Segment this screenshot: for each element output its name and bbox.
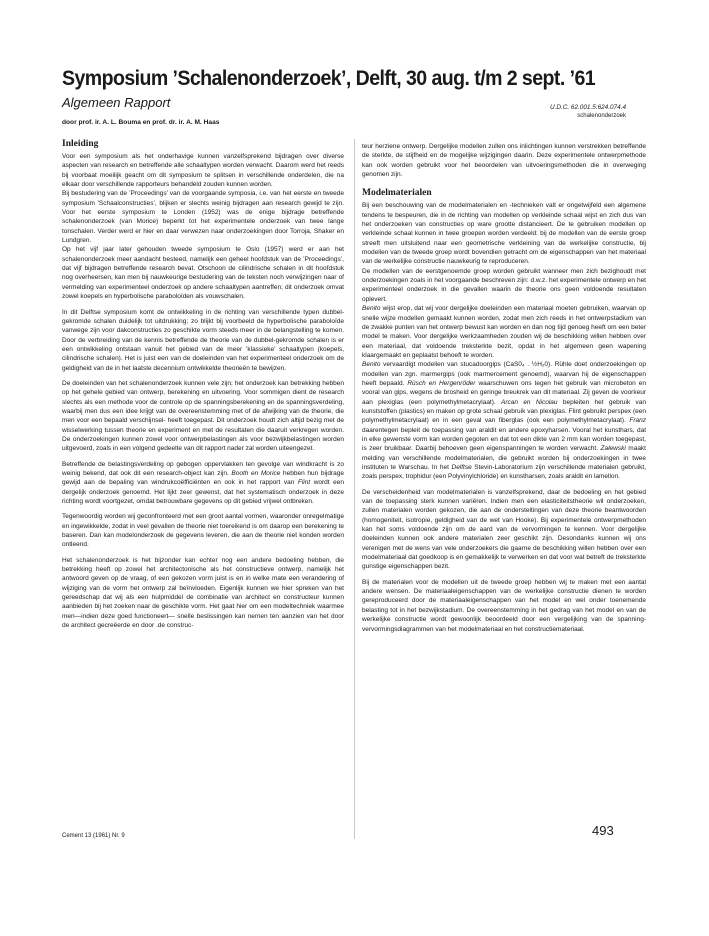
text-run: Betreffende de belastingsverdeling op gebogen oppervlakken ten gevolge van windkracht is zo weinig bekend, dat ook dit een research-object kan zijn. <box>62 460 344 477</box>
paragraph: De modellen van de eerstgenoemde groep worden gebruikt wanneer men zich bezighoudt met onderzoekingen zoals in het voorgaande beschreven zijn: d.w.z. het experimentele ontwerp en het experimenteel onderzoek in die gevallen waarin de theorie ons geen voldoende resultaten oplevert. <box>362 267 646 303</box>
paragraph <box>362 360 646 481</box>
text-run: wijst erop, dat wij voor dergelijke doeleinden een materiaal moeten gebruiken, waarvan op snelle wijze modellen gemaakt kunnen worden, zodat men zich reeds in het ontwerpstadium van de zwakke punten van het ontwerp bewust kan worden en dan nog tijd genoeg heeft om een beter model te maken. Voor dergelijke werkzaamheden zouden wij de beschikking willen hebben over een materiaal, dat voldoende treksterkte bezit, opdat in het algemeen geen wapening klaargemaakt en geplaatst behoeft te worden. <box>362 305 646 359</box>
paragraph: Op het vijf jaar later gehouden tweede symposium te Oslo (1957) werd er aan het schalenonderzoek meer aandacht besteed, namelijk een geheel hoofdstuk van de ’Proceedings’, dat vijf bijdragen betreffende research bevat. Otschoon de cilindrische schalen in dit hoofdstuk nog overheersen, kan men bij nauwkeurige bestudering van de teksten noch verwijzingen naar of vermelding van experimenteel onderzoek op andere schaaltypen aantreffen; dit onderzoek omvat zowel koepels en hyperbolische paraboloïden als vouwschalen. <box>62 246 344 301</box>
author-citation: Zalewski <box>600 445 626 453</box>
udc-subject: schalenonderzoek <box>577 113 626 119</box>
author-citation: Booth en Morice <box>231 470 281 477</box>
paragraph <box>62 460 344 507</box>
page-number: 493 <box>592 823 614 838</box>
text-run: bepleiten het gebruik van kunststoffen (plastics) en maken op grote schaal gebruik van plexiglas. Flint gebruikt perspex (een polymethylmetacrylaat) en in een geval van fiberglas (ook een polymethylmetacrylaat). <box>362 398 647 425</box>
right-column <box>362 142 646 640</box>
text-run: vervaardigt modellen van stucadoorgips (CaS0₄ . ½H₂0). Rühle doet onderzoekingen op modellen van zgn. marmergips (ook marmercement genoemd), waarvan hij de eigenschappen heeft bepaald. <box>362 361 646 387</box>
paragraph: Bij de materialen voor de modellen uit de tweede groep hebben wij te maken met een aantal andere wensen. De materiaaleigenschappen van de werkelijke constructie dienen te worden gereproduceerd door de materiaaleigenschappen van het model en wel onder toenemende belasting tot in het bezwijkstadium. De overeenstemming in het gedrag van het model en van de werkelijke constructie wordt gewoonlijk beoordeeld door een vergelijking van de spanning-vervormingsdiagrammen van het modelmateriaal en het constructiemateriaal. <box>362 578 646 633</box>
author-citation: Benito <box>362 361 381 369</box>
text-run: maakt melding van verschillende modelmaterialen, die gebruikt worden bij onderzoekingen in twee instituten te Warschau. In het <box>362 445 646 471</box>
journal-footer: Cement 13 (1961) Nr. 9 <box>62 833 125 839</box>
paragraph: De verscheidenheid van modelmaterialen is vanzelfsprekend, daar de bedoeling en het gebied van de toepassing sterk kunnen variëren. Indien men een elasticiteitstheorie wil onderzoeken, zullen materialen worden gekozen, die aan de ondersteltingen van deze theorie beantwoorden (homogeniteit, isotropie, geldigheid van de wet van Hooke). Bij experimentele ontwerpmethoden kan het soms voldoende zijn om de aard van de vervormingen te kennen. Voor dergelijke doeleinden kunnen ook andere materialen zeer geschikt zijn. Desondanks kunnen wij ons verenigen met de wens van vele onderzoekers die gaarne de beschikking willen hebben over een modelmateriaal dat goedkoop is en gemakkelijk te verwerken en dat voor wat betreft de treksterkte gunstige eigenschappen bezit. <box>362 488 646 571</box>
paragraph: Bij bestudering van de ’Proceedings’ van de voorgaande symposia, i.e. van het eerste en tweede symposium ’Schaalconstructies’, blijken er slechts weinig bijdragen aan research gewijd te zijn. Voor het eerste symposium te Londen (1952) was de enige bijdrage betreffende schalenonderzoek (van Morice) beperkt tot het experimentele onderzoek van twee lange tonschalen. Verder werd er hier en daar verwezen naar onderzoekingen door Torroja, Shaker en Lundgren. <box>62 190 344 245</box>
udc-code: U.D.C. 62.001.5:624.074.4 <box>549 104 626 111</box>
author-citation: Franz <box>629 417 646 425</box>
article-subtitle: Algemeen Rapport <box>62 95 171 110</box>
author-citation: Flint <box>297 479 311 487</box>
authors-line: door prof. ir. A. L. Bouma en prof. dr. ir. A. M. Haas <box>62 119 220 126</box>
paragraph: Voor een symposium als het onderhavige kunnen vanzelfsprekend bijdragen over diverse aspecten van research en betreffende alle schaaltypen worden verwacht. Daarom werd het reeds bij voorbaat moeilijk geacht om dit symposium te splitsen in verschillende onderdelen, die na elkaar door verschillende rapporteurs behandeld zouden kunnen worden. <box>62 153 344 189</box>
paragraph: teur herziene ontwerp. Dergelijke modellen zullen ons inlichtingen kunnen verstrekken betreffende de sterkte, de stijfheid en de mogelijke wijzigingen daarin. Deze experimentele ontwerpmethode kan ook worden gebruikt voor het beoordelen van uitvoeringsmethoden die in overweging genomen zijn. <box>362 143 646 179</box>
text-run: daarentegen bepleit de toepassing van araldit en andere epoxyharsen. Vooral het kunsthars, dat in elke gewenste vorm kan worden gegoten en dat tot een dikte van 2 mm kan worden toegepast, is zeer bruikbaar. Daarbij behoeven geen eigenspanningen te worden verwacht. <box>362 426 646 453</box>
article-title: Symposium ’Schalenonderzoek’, Delft, 30 aug. t/m 2 sept. ’61 <box>62 67 596 90</box>
text-run: Stevin-Laboratorium zijn verschillende materialen gebruikt, zoals perspex, trophidur (een Polyvinylchloride) en kunstharsen, zoals araldit en lamellon. <box>362 464 647 481</box>
author-citation: Benito <box>362 305 381 313</box>
section-heading-modelmaterialen: Modelmaterialen <box>362 188 432 199</box>
text-run: waarschuwen ons tegen het gebruik van microbeton en vooral van gips, wegens de brosheid en geringe breukrek van dit materiaal. Zij geven de voorkeur aan plexiglas (een polymethylmetacrylaat). <box>362 379 646 406</box>
paragraph: Bij een beschouwing van de modelmaterialen en -technieken valt er ongetwijfeld een algemene tendens te bespeuren, die in de richting van modellen op verkleinde schaal wijst en zich dus van het onderzoeken van constructies op ware grootte distancieert. De te gebruiken modellen op verkleinde schaal kunnen in twee groepen worden verdeeld: bij de modellen van de eerste groep streeft men uitsluitend naar een geometrische verkleining van de werkelijke constructie, bij modellen van de tweede groep wordt bovendien getracht om de eigenschappen van het materiaal van de werkelijke constructie nauwkeurig te reproduceren. <box>362 202 646 266</box>
paragraph: Het schalenonderzoek is het bijzonder kan echter nog een andere bedoeling hebben, die betrekking heeft op zowel het architectonische als het constructieve ontwerp, namelijk het antwoord geven op de vraag, of een gekozen vorm juist is en in welke mate een verandering of wijziging van de vorm het ontwerp zal beïnvloeden. Eigenlijk kunnen we hier spreken van het gereedschap dat wij als een hulpmiddel de combinatie van architect en constructeur kunnen aanbieden bij het zoeken naar de geschikte vorm. Het gaat hier om een modeltechniek waarmee men—indien deze goed functioneert— snelle beslissingen kan nemen ten aanzien van het door de architect gecreëerde en door .de construc- <box>62 556 344 630</box>
left-column <box>62 139 344 637</box>
section-heading-inleiding: Inleiding <box>62 139 99 149</box>
institute-name: Delftse <box>451 464 472 471</box>
author-citation: Arcan en Nicolau <box>501 398 558 406</box>
paragraph: De doeleinden van het schalenonderzoek kunnen vele zijn; het onderzoek kan betrekking hebben op het gehele gebied van ontwerp, berekening en uitvoering. Voor sommigen dient de research slechts als een methode voor de controle op de spanningsberekening en de spanningsverdeling, waarbij men dus een idee krijgt van de overeenstemming met of de afwijking van de theorie, die men voor een bepaald verschijnsel- heeft toegepast. Dit onderzoek houdt zich altijd bezig met de wisselwerking tussen theorie en experiment en met de resultaten die daaruit verkregen worden. De onderzoekingen kunnen zowel voor ontwerpbelastingen als voor bezwijkbelastingen worden uitgevoerd, zoals in een volgend gedeelte van dit rapport nader zal worden uiteengezet. <box>62 379 344 453</box>
udc-classification <box>480 104 626 120</box>
author-citation: Rüsch en Hergenröder <box>407 379 476 387</box>
text-run: hebben hun bijdrage gewijd aan de bepaling van windrukcoëfficiënten en ook in het rapport van <box>62 470 344 487</box>
paragraph: In dit Delftse symposium komt de ontwikkeling in de richting van verschillende typen dubbel-gekromde schalen duidelijk tot uitdrukking; zo blijkt bij voorbeeld de hyperbolische paraboloïde vanwege zijn voor dakconstructies zo geschikte vorm steeds meer in de belangstelling te komen. Door de verbreiding van de kennis betreffende de theorie van de dubbel-gekromde schalen is er een ontwikkeling ontstaan vanuit het gebied van de meer ’klassieke’ schaaltypen (koepels, cilindrische schalen). Het is juist een van de doeleinden van het experimenteel onderzoek om de geldigheid van de in het laatste decennium ontwikkelde theorieën te bewijzen. <box>62 308 344 372</box>
text-run: wordt een dergelijk onderzoek genoemd. Het lijkt zeer gewenst, dat het systematisch onderzoek in deze richting wordt voortgezet, omdat betrouwbare gegevens op dit gebied vrijwel ontbreken. <box>62 479 345 506</box>
paragraph <box>362 304 646 360</box>
column-divider <box>354 139 355 839</box>
paragraph: Tegenwoordig worden wij geconfronteerd met een groot aantal vormen, waaronder onregelmatige en ingewikkelde, zodat in veel gevallen de theorie niet toereikend is om daarop een berekening te baseren. Dan kan modelonderzoek de gegevens leveren, die aan de theorie niet konden worden ontleend. <box>62 513 344 549</box>
